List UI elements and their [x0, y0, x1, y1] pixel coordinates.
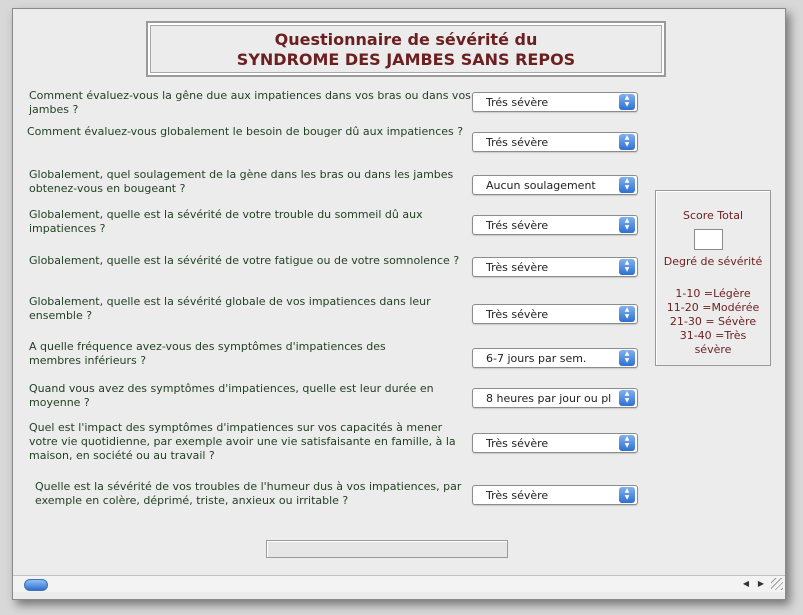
question-7-line2: membres inférieurs ? — [29, 354, 147, 367]
question-3-select[interactable] — [472, 175, 638, 195]
select-arrows-icon: ▲ ▼ — [619, 134, 635, 150]
question-4-label — [29, 208, 423, 236]
question-9-value: Très sévère — [486, 437, 549, 450]
question-10-label — [35, 480, 461, 508]
question-9-label — [29, 421, 456, 463]
score-total-field[interactable] — [694, 229, 723, 250]
scroll-thumb[interactable] — [24, 579, 48, 591]
select-arrows-icon: ▲ ▼ — [619, 259, 635, 275]
question-8-line1: Quand vous avez des symptômes d'impatiences, quelle est leur durée en — [29, 382, 434, 395]
question-8-value: 8 heures par jour ou pl — [486, 392, 611, 405]
question-5-line1: Globalement, quelle est la sévérité de votre fatigue ou de votre somnolence ? — [29, 254, 460, 267]
severity-range-1: 1-10 =Légère — [675, 287, 751, 300]
question-9-line1: Quel est l'impact des symptômes d'impatiences sur vos capacités à mener — [29, 421, 443, 434]
question-2-line1: Comment évaluez-vous globalement le besoin de bouger dû aux impatiences ? — [27, 125, 464, 138]
question-5-select[interactable] — [472, 257, 638, 277]
question-4-line2: impatiences ? — [29, 222, 106, 235]
scroll-right-arrow-icon[interactable]: ▶ — [757, 579, 765, 588]
question-8-select[interactable] — [472, 388, 638, 408]
select-arrows-icon: ▲ ▼ — [619, 94, 635, 110]
question-1-line1: Comment évaluez-vous la gêne due aux impatiences dans vos bras ou dans vos — [29, 89, 471, 102]
severity-range-4: 31-40 =Très — [679, 329, 747, 342]
select-arrows-icon: ▲ ▼ — [619, 390, 635, 406]
bottom-field[interactable] — [266, 540, 508, 558]
question-1-line2: jambes ? — [29, 103, 79, 116]
question-6-line1: Globalement, quelle est la sévérité globale de vos impatiences dans leur — [29, 295, 431, 308]
question-5-label — [29, 254, 459, 268]
horizontal-scrollbar[interactable] — [13, 575, 785, 592]
question-10-select[interactable] — [472, 485, 638, 505]
question-3-line1: Globalement, quel soulagement de la gène dans les bras ou dans les jambes — [29, 168, 454, 181]
question-4-select[interactable] — [472, 215, 638, 235]
question-9-line3: maison, en société ou au travail ? — [29, 449, 215, 462]
question-5-value: Très sévère — [486, 261, 549, 274]
question-10-line2: exemple en colère, déprimé, triste, anxieux ou irritable ? — [35, 494, 349, 507]
question-3-label — [29, 168, 453, 196]
questionnaire-window — [12, 8, 786, 600]
score-panel — [655, 190, 771, 366]
select-arrows-icon: ▲ ▼ — [619, 177, 635, 193]
question-1-value: Trés sévère — [486, 96, 549, 109]
question-6-label — [29, 295, 431, 323]
question-7-label — [29, 340, 386, 368]
question-8-label — [29, 382, 434, 410]
severity-range-5: sévère — [694, 343, 732, 356]
select-arrows-icon: ▲ ▼ — [619, 306, 635, 322]
resize-grip-icon[interactable] — [771, 578, 783, 590]
select-arrows-icon: ▲ ▼ — [619, 350, 635, 366]
question-2-select[interactable] — [472, 132, 638, 152]
score-total-label: Score Total — [683, 209, 743, 222]
page-title-line1: Questionnaire de sévérité du — [274, 30, 538, 49]
question-8-line2: moyenne ? — [29, 396, 90, 409]
question-3-line2: obtenez-vous en bougeant ? — [29, 182, 186, 195]
severity-ranges — [656, 287, 770, 357]
question-6-value: Très sévère — [486, 308, 549, 321]
page-title-line2: SYNDROME DES JAMBES SANS REPOS — [236, 50, 576, 69]
question-3-value: Aucun soulagement — [486, 179, 596, 192]
question-7-select[interactable] — [472, 348, 638, 368]
question-10-value: Très sévère — [486, 489, 549, 502]
select-arrows-icon: ▲ ▼ — [619, 217, 635, 233]
severity-range-3: 21-30 = Sévère — [669, 315, 757, 328]
question-1-select[interactable] — [472, 92, 638, 112]
severity-range-2: 11-20 =Modérée — [666, 301, 760, 314]
question-7-value: 6-7 jours par sem. — [486, 352, 587, 365]
question-9-select[interactable] — [472, 433, 638, 453]
select-arrows-icon: ▲ ▼ — [619, 435, 635, 451]
question-1-label — [29, 89, 471, 117]
question-4-value: Trés sévère — [486, 219, 549, 232]
question-2-label — [27, 125, 463, 139]
question-2-value: Trés sévère — [486, 136, 549, 149]
severity-label: Degré de sévérité — [663, 255, 763, 268]
question-10-line1: Quelle est la sévérité de vos troubles de l'humeur dus à vos impatiences, par — [35, 480, 462, 493]
question-6-select[interactable] — [472, 304, 638, 324]
question-9-line2: votre vie quotidienne, par exemple avoir une vie satisfaisante en famille, à la — [29, 435, 456, 448]
title-box — [146, 21, 666, 77]
question-6-line2: ensemble ? — [29, 309, 93, 322]
question-7-line1: A quelle fréquence avez-vous des symptômes d'impatiences des — [29, 340, 386, 353]
select-arrows-icon: ▲ ▼ — [619, 487, 635, 503]
question-4-line1: Globalement, quelle est la sévérité de votre trouble du sommeil dû aux — [29, 208, 423, 221]
scroll-left-arrow-icon[interactable]: ◀ — [742, 579, 750, 588]
